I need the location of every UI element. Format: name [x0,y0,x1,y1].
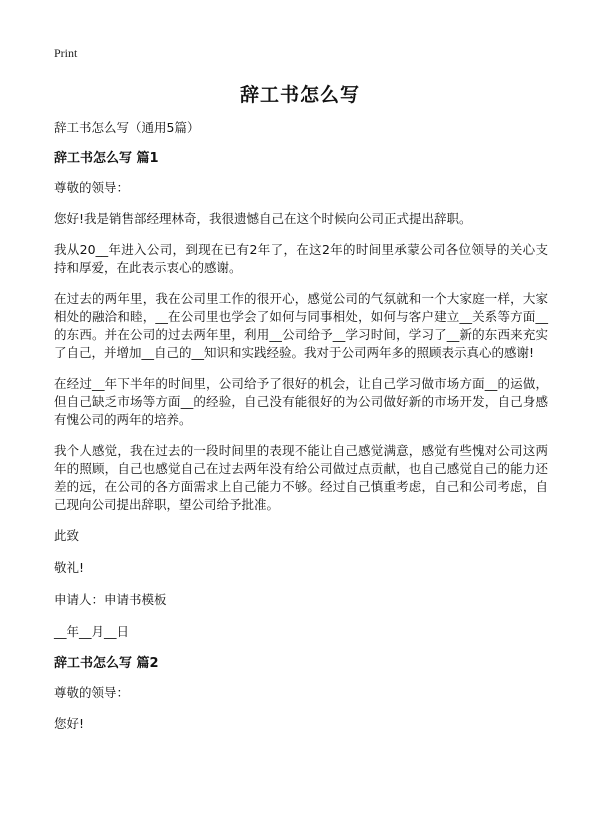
paragraph: 在经过__年下半年的时间里，公司给予了很好的机会，让自己学习做市场方面__的运做，但自己缺乏市场等方面__的经验，自己没有能很好的为公司做好新的市场开发，自己身感有愧公司的两年的培养。 [54,376,548,427]
paragraph: 您好! [54,716,85,731]
date-line: __年__月__日 [54,624,130,639]
applicant-line: 申请人：申请书模板 [54,592,167,607]
section-heading-1: 辞工书怎么写 篇1 [54,151,159,166]
print-link[interactable]: Print [54,46,78,60]
document-body [54,119,548,746]
closing-salute: 敬礼! [54,560,85,575]
salutation: 尊敬的领导： [54,180,130,195]
page-title: 辞工书怎么写 [239,84,360,106]
paragraph: 我从20__年进入公司，到现在已有2年了，在这2年的时间里承蒙公司各位领导的关心支持和厚爱，在此表示衷心的感谢。 [54,242,548,275]
salutation: 尊敬的领导： [54,685,130,700]
document-subtitle: 辞工书怎么写（通用5篇） [54,120,200,135]
paragraph: 在过去的两年里，我在公司里工作的很开心，感觉公司的气氛就和一个大家庭一样，大家相处的融洽和睦，__在公司里也学会了如何与同事相处，如何与客户建立__关系等方面__的东西。并在公司的过去两年里，利用__公司给予__学习时间，学习了__新的东西来充实了自己，并增加__自己的__知识和实践经验。我对于公司两年多的照顾表示真心的感谢! [54,291,548,360]
paragraph: 我个人感觉，我在过去的一段时间里的表现不能让自己感觉满意，感觉有些愧对公司这两年的照顾，自己也感觉自己在过去两年没有给公司做过点贡献，也自己感觉自己的能力还差的远，在公司的各方面需求上自己能力不够。经过自己慎重考虑，自己和公司考虑，自己现向公司提出辞职，望公司给予批准。 [54,443,548,512]
section-heading-2: 辞工书怎么写 篇2 [54,656,159,671]
paragraph: 您好!我是销售部经理林奇，我很遗憾自己在这个时候向公司正式提出辞职。 [54,211,472,226]
closing-line: 此致 [54,528,80,543]
